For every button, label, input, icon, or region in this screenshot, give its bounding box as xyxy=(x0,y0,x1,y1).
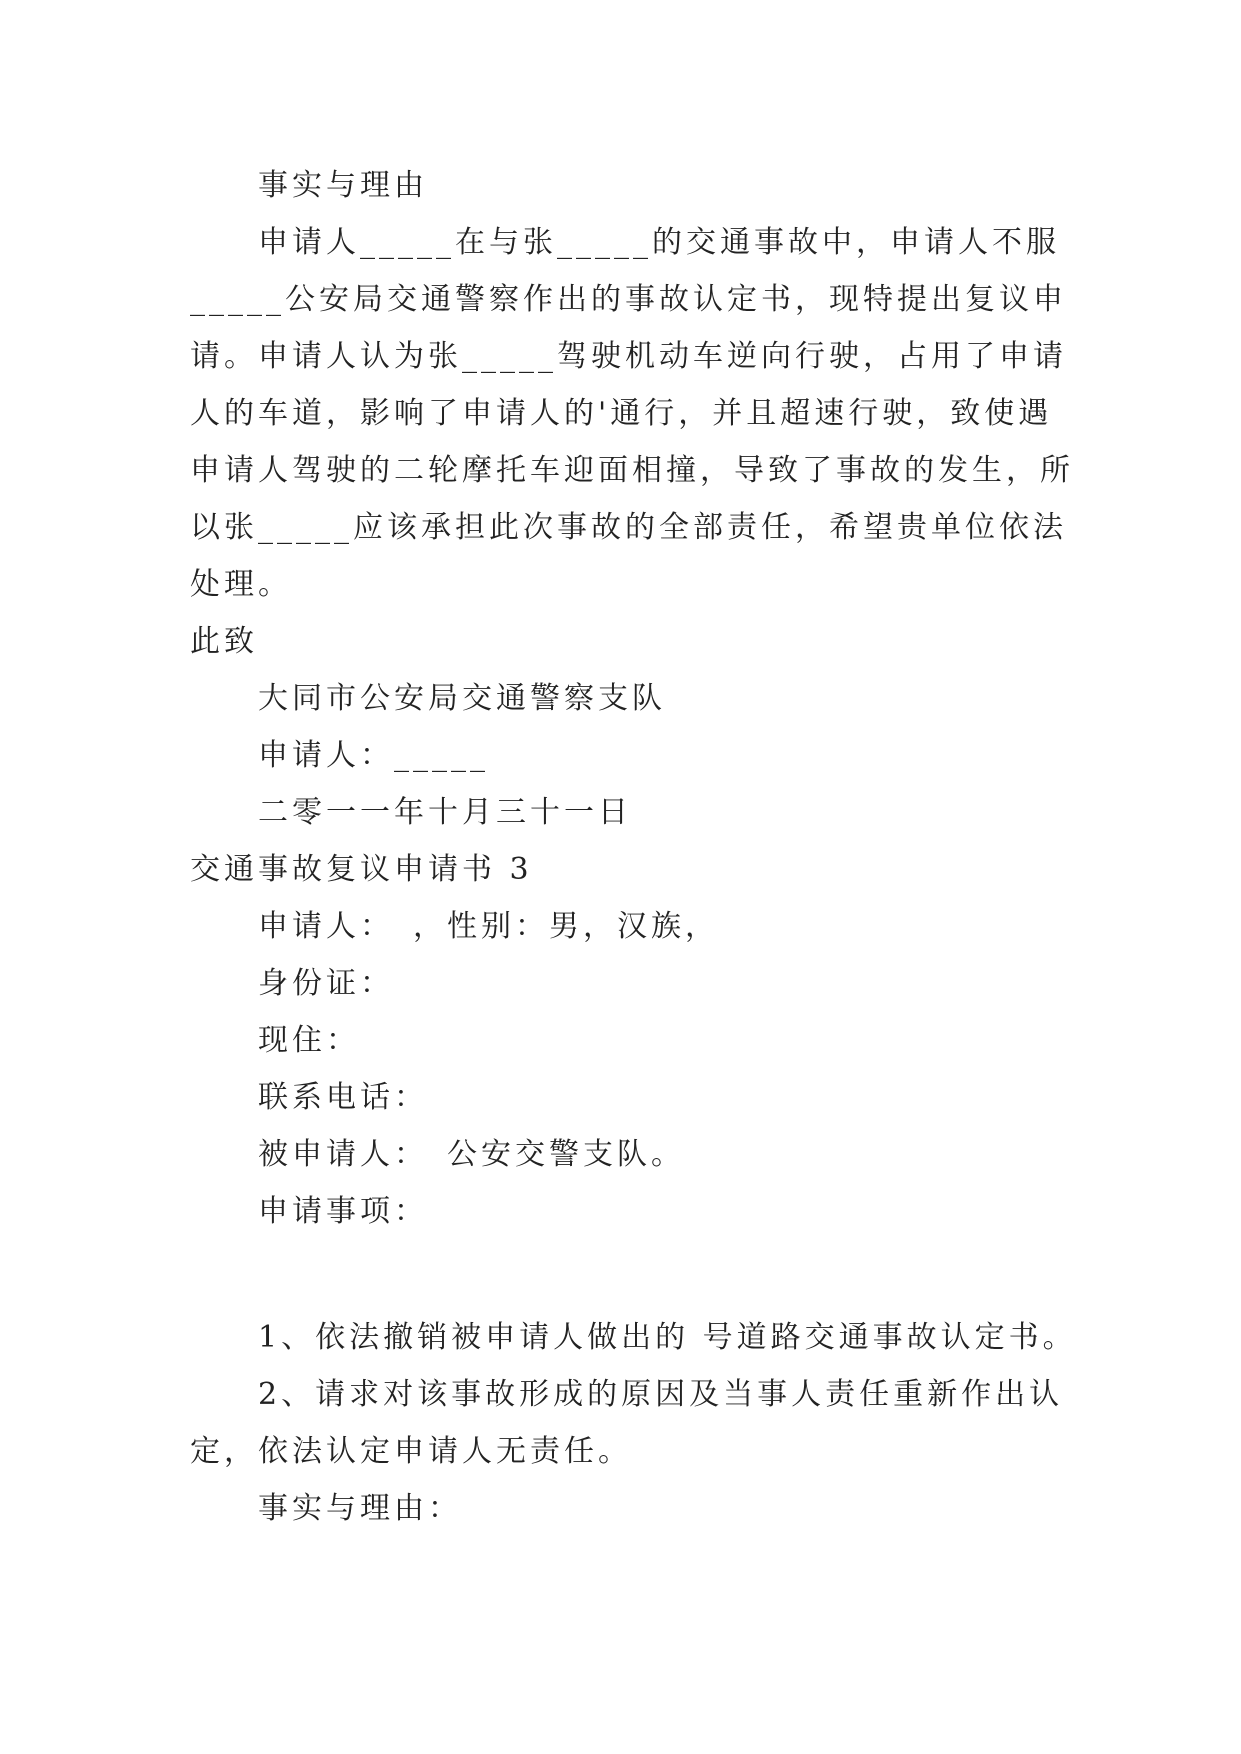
respondent-field: 被申请人： 公安交警支队。 xyxy=(258,1137,685,1172)
salutation: 此致 xyxy=(190,624,258,659)
request-item-2-continued: 定，依法认定申请人无责任。 xyxy=(190,1434,632,1469)
paragraph-line: 请。申请人认为张_____驾驶机动车逆向行驶，占用了申请 xyxy=(190,339,1067,374)
applicant-signature: 申请人：_____ xyxy=(258,738,489,773)
phone-field: 联系电话： xyxy=(258,1080,428,1115)
paragraph-line: 人的车道，影响了申请人的'通行，并且超速行驶，致使遇 xyxy=(190,396,1053,431)
paragraph-line: 处理。 xyxy=(190,567,292,602)
heading-facts-and-reasons: 事实与理由 xyxy=(258,168,428,203)
paragraph-line: _____公安局交通警察作出的事故认定书，现特提出复议申 xyxy=(190,282,1067,317)
paragraph-line: 申请人驾驶的二轮摩托车迎面相撞，导致了事故的发生，所 xyxy=(190,453,1074,488)
paragraph-line: 申请人_____在与张_____的交通事故中，申请人不服 xyxy=(258,225,1060,260)
date: 二零一一年十月三十一日 xyxy=(258,795,632,830)
recipient: 大同市公安局交通警察支队 xyxy=(258,681,666,716)
request-item-1: 1、依法撤销被申请人做出的 号道路交通事故认定书。 xyxy=(258,1320,1077,1355)
heading-facts-and-reasons-2: 事实与理由： xyxy=(258,1491,462,1526)
request-items-heading: 申请事项： xyxy=(258,1194,428,1229)
section-title: 交通事故复议申请书 3 xyxy=(190,852,533,887)
id-card-field: 身份证： xyxy=(258,966,394,1001)
applicant-info: 申请人： ，性别：男，汉族， xyxy=(258,909,719,944)
request-item-2: 2、请求对该事故形成的原因及当事人责任重新作出认 xyxy=(258,1377,1064,1412)
paragraph-line: 以张_____应该承担此次事故的全部责任，希望贵单位依法 xyxy=(190,510,1067,545)
address-field: 现住： xyxy=(258,1023,360,1058)
